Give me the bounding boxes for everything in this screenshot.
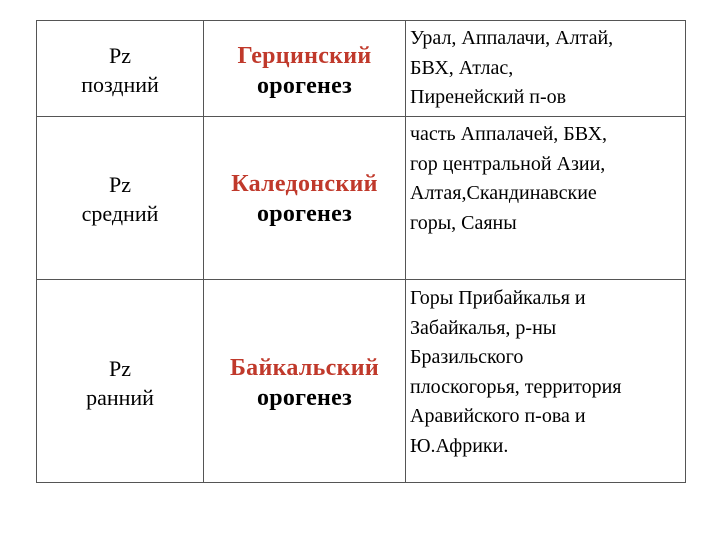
region-line: Аравийского п-ова и: [410, 405, 586, 427]
table-row-2-orogeny: [204, 117, 405, 279]
region-line: Бразильского: [410, 346, 524, 368]
region-line: Ю.Африки.: [410, 434, 509, 457]
era-code: Pz: [109, 42, 131, 68]
era-name: поздний: [81, 71, 159, 97]
region-line: плоскогорья, территория: [410, 375, 622, 398]
table-row-1-orogeny: [204, 21, 405, 116]
orogeny-table: [36, 20, 686, 483]
table-row-3-regions: [410, 284, 621, 461]
table-row-3-orogeny: [204, 280, 405, 484]
table-row-1-era: [37, 21, 203, 116]
region-line: Забайкалья, р-ны: [410, 316, 557, 339]
region-line: Алтая,Скандинавские: [410, 182, 597, 204]
table-row-2-era: [37, 117, 203, 279]
region-line: Пиренейский п-ов: [410, 86, 567, 108]
region-line: горы, Саяны: [410, 211, 517, 234]
region-line: часть Аппалачей, БВХ,: [410, 123, 608, 145]
orogeny-name: Каледонский: [231, 171, 378, 197]
region-line: Горы Прибайкалья и: [410, 287, 586, 309]
region-line: Урал, Аппалачи, Алтай,: [410, 27, 614, 49]
table-row-3-era: [37, 280, 203, 484]
orogeny-suffix: орогенез: [256, 201, 353, 227]
era-code: Pz: [108, 172, 131, 197]
orogeny-suffix: орогенез: [256, 385, 353, 411]
orogeny-name: Байкальский: [230, 355, 379, 381]
era-name: ранний: [86, 385, 154, 410]
table-row-2-regions: [410, 120, 607, 238]
region-line: БВХ, Атлас,: [410, 56, 514, 79]
region-line: гор центральной Азии,: [410, 152, 606, 175]
column-divider: [405, 21, 406, 482]
orogeny-name: Герцинский: [237, 42, 372, 69]
orogeny-suffix: орогенез: [256, 72, 353, 99]
table-row-1-regions: [410, 24, 613, 113]
era-name: средний: [81, 201, 159, 226]
era-code: Pz: [108, 356, 131, 381]
